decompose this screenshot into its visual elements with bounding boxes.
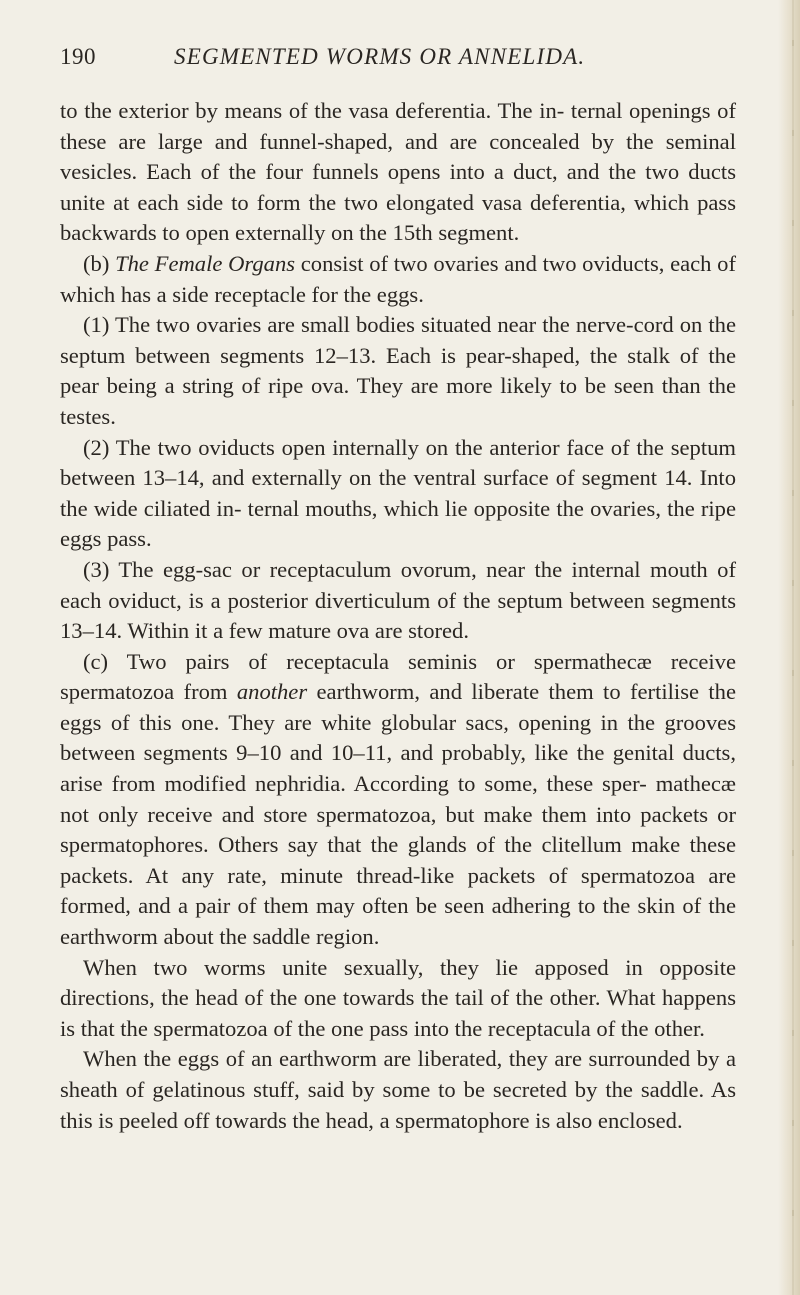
section-label: (b)	[83, 250, 110, 276]
paragraph-oviducts	[60, 433, 736, 555]
paragraph-union	[60, 953, 736, 1045]
paragraph-text: to the exterior by means of the vasa deferentia. The in- ternal openings of these are large and funnel-shaped, and are concealed by the seminal vesicles. Each of the four funnels opens into a duct, and the two ducts unite at each side to form the two elongated vasa deferentia, which pass backwards to open externally on the 15th segment.	[60, 98, 736, 246]
paragraph-egg-sac	[60, 555, 736, 647]
page-edge-line	[792, 0, 794, 1295]
section-heading-italic: The Female Organs	[115, 250, 296, 276]
paragraph-vasa-deferentia	[60, 96, 736, 249]
paragraph-text: consist of two ovaries and two oviducts, each of which has a side receptacle for the eggs.	[60, 250, 736, 307]
page-header	[60, 44, 760, 80]
paragraph-text: (1) The two ovaries are small bodies situated near the nerve-cord on the septum between segments 12–13. Each is pear-shaped, the stalk of the pear being a string of ripe ova. They are more likely to be seen than the testes.	[60, 312, 736, 429]
emphasis-italic: another	[236, 679, 308, 705]
paragraph-female-organs	[60, 249, 736, 310]
paragraph-text: When the eggs of an earthworm are liberated, they are surrounded by a sheath of gelatinous stuff, said by some to be secreted by the saddle. As this is peeled off towards the head, a spermatophore is also enclosed.	[60, 1046, 736, 1133]
section-label: (c)	[83, 648, 109, 674]
paragraph-receptacula-seminis	[60, 647, 736, 953]
running-head: SEGMENTED WORMS OR ANNELIDA.	[174, 44, 586, 69]
paragraph-text: (3) The egg-sac or receptaculum ovorum, near the internal mouth of each oviduct, is a posterior diverticulum of the septum between segments 13–14. Within it a few mature ova are stored.	[60, 556, 736, 644]
paragraph-text: When two worms unite sexually, they lie apposed in opposite directions, the head of the one towards the tail of the other. What happens is that the spermatozoa of the one pass into the receptacula of the other.	[60, 954, 736, 1041]
paragraph-eggs-liberated	[60, 1044, 736, 1136]
paragraph-ovaries	[60, 310, 736, 432]
paragraph-text: Two pairs of receptacula seminis or spermathecæ receive spermatozoa from	[60, 648, 736, 705]
body-text	[60, 96, 736, 1136]
page-number: 190	[60, 44, 96, 69]
paragraph-text: earthworm, and liberate them to fertilise the eggs of this one. They are white globular sacs, opening in the grooves between segments 9–10 and 10–11, and probably, like the genital ducts, arise from modified nephridia. According to some, these sper- mathecæ not only receive and store spermatozoa, but make them into packets or spermatophores. Others say that the glands of the clitellum make these packets. At any rate, minute thread-like packets of spermatozoa are formed, and a pair of them may often be seen adhering to the skin of the earthworm about the saddle region.	[60, 679, 736, 950]
page-edge-shadow	[778, 0, 800, 1295]
paragraph-text: (2) The two oviducts open internally on the anterior face of the septum between 13–14, and externally on the ventral surface of segment 14. Into the wide ciliated in- ternal mouths, which lie opposite the ovaries, the ripe eggs pass.	[60, 434, 736, 552]
